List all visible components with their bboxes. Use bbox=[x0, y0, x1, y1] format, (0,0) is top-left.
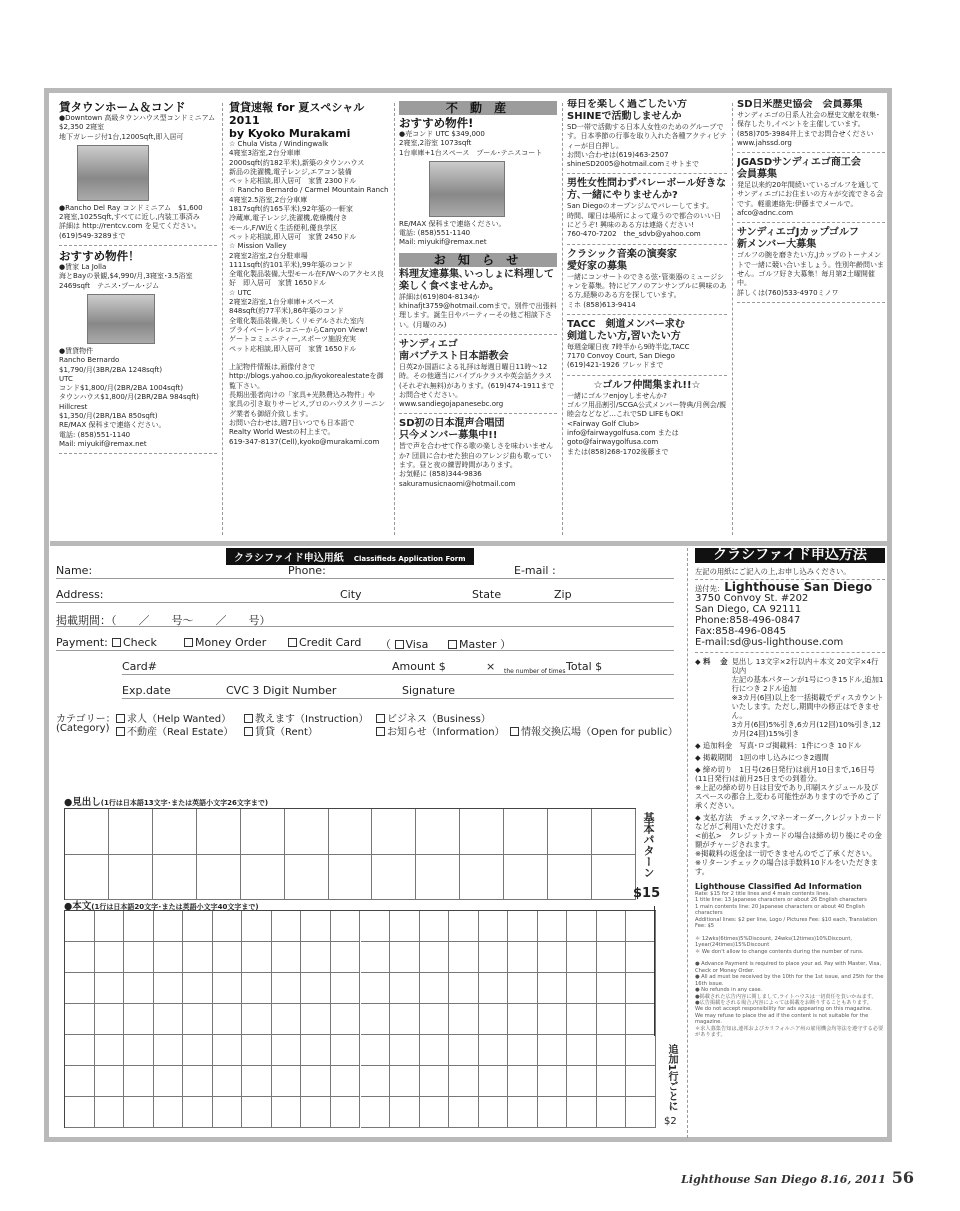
char-cell[interactable] bbox=[597, 942, 627, 973]
char-cell[interactable] bbox=[285, 809, 329, 855]
char-cell[interactable] bbox=[65, 1004, 95, 1035]
char-cell[interactable] bbox=[213, 1066, 243, 1097]
char-cell[interactable] bbox=[420, 911, 450, 942]
char-cell[interactable] bbox=[272, 973, 302, 1004]
char-cell[interactable] bbox=[449, 973, 479, 1004]
townhome-photo bbox=[77, 145, 149, 201]
ad-body: ゴルフの腕を磨きたい方,Jカップのトーナメントで一緒に競い合いましょう。性別年齢問いません。ゴルフ好き大募集！毎月第2土曜開催中。 詳しくは(760)533-4970ミノワ bbox=[737, 251, 884, 297]
char-cell[interactable] bbox=[272, 1097, 302, 1128]
char-cell[interactable] bbox=[213, 1097, 243, 1128]
visa-option[interactable]: （ Visa bbox=[380, 638, 429, 651]
char-cell[interactable] bbox=[460, 809, 504, 855]
char-cell[interactable] bbox=[390, 911, 420, 942]
ad-title: おすすめ物件！ bbox=[59, 249, 140, 264]
char-cell[interactable] bbox=[154, 1066, 184, 1097]
char-cell[interactable] bbox=[331, 942, 361, 973]
period-label: 掲載期間：（ ／ 号～ ／ 号） bbox=[56, 614, 271, 627]
body-grid[interactable] bbox=[64, 910, 656, 1128]
char-cell[interactable] bbox=[361, 942, 391, 973]
char-cell[interactable] bbox=[508, 1097, 538, 1128]
char-cell[interactable] bbox=[597, 1004, 627, 1035]
ad-title: ☆ゴルフ仲間集まれ!!☆ bbox=[593, 379, 701, 391]
char-cell[interactable] bbox=[154, 1004, 184, 1035]
char-cell[interactable] bbox=[95, 942, 125, 973]
ad-title: TACC 剣道メンバー求む 剣道したい方,習いたい方 bbox=[567, 318, 685, 342]
deadline: ◆ 締め切り 1日号(26日発行)は前月10日まで,16日号(11日発行)は前月25日までの到着分。 ※上記の締め切り日は目安であり,印刷スケジュール及びスペースの都合上,変わる可能性がありますので予めご了承ください。 bbox=[695, 765, 880, 810]
char-cell[interactable] bbox=[592, 855, 636, 901]
char-cell[interactable] bbox=[241, 855, 285, 901]
char-cell[interactable] bbox=[390, 942, 420, 973]
ad-title: おすすめ物件! bbox=[399, 116, 474, 130]
char-cell[interactable] bbox=[449, 1004, 479, 1035]
char-cell[interactable] bbox=[197, 809, 241, 855]
char-cell[interactable] bbox=[479, 1004, 509, 1035]
money-order-checkbox[interactable] bbox=[184, 638, 193, 647]
master-checkbox[interactable] bbox=[448, 640, 457, 649]
char-cell[interactable] bbox=[241, 809, 285, 855]
char-cell[interactable] bbox=[390, 1035, 420, 1066]
char-cell[interactable] bbox=[508, 973, 538, 1004]
char-cell[interactable] bbox=[154, 911, 184, 942]
char-cell[interactable] bbox=[95, 1004, 125, 1035]
run-period: ◆ 掲載期間 1回の申し込みにつき2週間 bbox=[695, 753, 829, 762]
zip-label: Zip bbox=[554, 588, 572, 601]
char-cell[interactable] bbox=[479, 1097, 509, 1128]
char-cell[interactable] bbox=[183, 1004, 213, 1035]
ad-body: 皆で声を合わせて作る歌の楽しさを味わいませんか? 団員に合わせた独自のアレンジ曲も歌っています。昼と夜の練習時間があります。 お気軽に (858)344-9836 sakuramusicnaomi@hotmail.com bbox=[399, 442, 553, 488]
char-cell[interactable] bbox=[154, 1097, 184, 1128]
ad-body: RE/MAX 保科まで連絡ください。 電話: (858)551-1140 Mail: miyukif@remax.net bbox=[399, 219, 506, 247]
char-cell[interactable] bbox=[272, 942, 302, 973]
char-cell[interactable] bbox=[567, 973, 597, 1004]
char-cell[interactable] bbox=[538, 973, 568, 1004]
char-cell[interactable] bbox=[372, 855, 416, 901]
char-cell[interactable] bbox=[154, 942, 184, 973]
section-header-real-estate: 不 動 産 bbox=[399, 101, 557, 115]
char-cell[interactable] bbox=[361, 973, 391, 1004]
char-cell[interactable] bbox=[567, 1097, 597, 1128]
char-cell[interactable] bbox=[626, 1035, 656, 1066]
city-label: City bbox=[340, 588, 362, 601]
visa-checkbox[interactable] bbox=[395, 640, 404, 649]
char-cell[interactable] bbox=[592, 809, 636, 855]
char-cell[interactable] bbox=[213, 973, 243, 1004]
category-real-estate[interactable]: 不動産（Real Estate） bbox=[116, 723, 233, 738]
char-cell[interactable] bbox=[124, 1035, 154, 1066]
email-label: E-mail : bbox=[514, 564, 556, 577]
address-label: Address: bbox=[56, 588, 104, 601]
exp-label: Exp.date bbox=[122, 684, 171, 697]
char-cell[interactable] bbox=[301, 911, 331, 942]
char-cell[interactable] bbox=[242, 1066, 272, 1097]
char-cell[interactable] bbox=[109, 809, 153, 855]
ad-title: クラシック音楽の演奏家 愛好家の募集 bbox=[567, 248, 677, 272]
headline-grid[interactable] bbox=[64, 808, 636, 900]
payment-method: ◆ 支払方法 チェック,マネーオーダー,クレジットカードなどがご利用いただけます。 <前払> クレジットカードの場合は締め切り後にその金額がチャージされます。 ※掲載料の返金は一切できませんのでご了承ください。 ※リターンチェックの場合は手数料10ドルをいただきます。 bbox=[695, 813, 882, 876]
en-info-title: Lighthouse Classified Ad Information bbox=[695, 882, 862, 891]
ad-body: SD一帯で活動する日本人女性のためのグループです。日本季節の行事を取り入れた各種アクティビティーが目白押し。 お問い合わせは(619)463-2507 shineSD2005@hotmail.comミサトまで bbox=[567, 123, 727, 169]
ad-body: ●賃家 La Jolla 海とBayの景観,$4,990/月,3寝室･3.5浴室 2469sqft テニス･プール･ジム bbox=[59, 263, 193, 290]
char-cell[interactable] bbox=[416, 855, 460, 901]
additional-price: $2 bbox=[664, 1116, 677, 1127]
category-open[interactable]: 情報交換広場（Open for public） bbox=[510, 723, 678, 738]
char-cell[interactable] bbox=[548, 855, 592, 901]
char-cell[interactable] bbox=[124, 1097, 154, 1128]
char-cell[interactable] bbox=[420, 1004, 450, 1035]
en-info-body: Rate: $15 for 2 title lines and 4 main contents lines. 1 title line: 13 Japanese characters or about 26 English characters 1 main contents line: 20 Japanese characters or about 40 English characters Additional lines: $2 per line, Logo / Pictures Fee: $10 each, Translation Fee: $5 ＊ 12wks(6times)5%Discount, 24wks(12times)10%Discount, 1year(24times)15%Discount ＊ We don't allow to change contents during the number of runs. ● Advance Payment is required to place your ad. Pay with Master, Visa, Check or Money Order. ● All ad must be received by the 10th for the 1st issue, and 25th for the 16th issue. ● No refunds in any case. ●掲載された広告内容に関しまして,ライトハウスは一切責任を負いかねます。 ●広告掲載をされる場合,内容によっては掲載をお断りすることもあります。 We do not accept responsibility for ads appearing on this magazine. We may refuse to place the ad if the content is not suitable for the magazine. ＊求人募集告知は,連邦およびカリフォルニア州の雇用機会均等法を遵守する必要があります。 bbox=[695, 891, 884, 1038]
char-cell[interactable] bbox=[626, 942, 656, 973]
total-label: Total $ bbox=[566, 660, 603, 673]
body-label: ●本文(1行は日本語20文字･または英語小文字40文字まで) bbox=[64, 901, 259, 912]
name-label: Name: bbox=[56, 564, 93, 577]
char-cell[interactable] bbox=[153, 809, 197, 855]
char-cell[interactable] bbox=[508, 942, 538, 973]
char-cell[interactable] bbox=[95, 1097, 125, 1128]
char-cell[interactable] bbox=[361, 1004, 391, 1035]
char-cell[interactable] bbox=[65, 973, 95, 1004]
instructions-title: クラシファイド申込方法 bbox=[695, 548, 885, 563]
char-cell[interactable] bbox=[109, 855, 153, 901]
column-3 bbox=[399, 99, 557, 539]
char-cell[interactable] bbox=[567, 1066, 597, 1097]
char-cell[interactable] bbox=[449, 1097, 479, 1128]
char-cell[interactable] bbox=[65, 1097, 95, 1128]
instructions-panel bbox=[695, 548, 885, 1138]
char-cell[interactable] bbox=[548, 809, 592, 855]
mailing-address: 3750 Convoy St. #202 San Diego, CA 92111 Phone:858-496-0847 Fax:858-496-0845 E-mail:sd@us-lighthouse.com bbox=[695, 593, 844, 648]
char-cell[interactable] bbox=[479, 911, 509, 942]
char-cell[interactable] bbox=[508, 1066, 538, 1097]
char-cell[interactable] bbox=[449, 1035, 479, 1066]
extra-fee: ◆ 追加料金 写真･ロゴ掲載料：1件につき 10ドル bbox=[695, 741, 862, 750]
card-label: Card# bbox=[122, 660, 157, 673]
check-option[interactable]: Check bbox=[112, 636, 157, 649]
char-cell[interactable] bbox=[416, 809, 460, 855]
char-cell[interactable] bbox=[213, 911, 243, 942]
char-cell[interactable] bbox=[538, 911, 568, 942]
char-cell[interactable] bbox=[331, 1066, 361, 1097]
ad-title: 男性女性問わずバレーボール好きな方､一緒にやりませんか? bbox=[567, 178, 726, 202]
char-cell[interactable] bbox=[242, 911, 272, 942]
char-cell[interactable] bbox=[597, 1035, 627, 1066]
char-cell[interactable] bbox=[331, 1097, 361, 1128]
char-cell[interactable] bbox=[331, 973, 361, 1004]
char-cell[interactable] bbox=[213, 1004, 243, 1035]
fee-label: ◆ 料 金 bbox=[695, 657, 728, 666]
column-5 bbox=[737, 99, 885, 539]
char-cell[interactable] bbox=[95, 1066, 125, 1097]
char-cell[interactable] bbox=[65, 809, 109, 855]
char-cell[interactable] bbox=[331, 1035, 361, 1066]
char-cell[interactable] bbox=[331, 911, 361, 942]
char-cell[interactable] bbox=[154, 1035, 184, 1066]
char-cell[interactable] bbox=[242, 1004, 272, 1035]
column-2 bbox=[229, 99, 389, 539]
credit-card-checkbox[interactable] bbox=[288, 638, 297, 647]
char-cell[interactable] bbox=[65, 1066, 95, 1097]
category-label: カテゴリー： bbox=[56, 714, 116, 725]
ad-title: 賃タウンホーム＆コンド bbox=[59, 100, 186, 114]
ad-body: 日英2か国語による礼拝は毎週日曜日11時～12時。その他適当にバイブルクラスや英会話クラス(それぞれ無料)があります。(619)474-1911までお問合せください。www.sandiegojapanesebc.org bbox=[399, 362, 555, 409]
char-cell[interactable] bbox=[420, 1097, 450, 1128]
char-cell[interactable] bbox=[390, 1004, 420, 1035]
char-cell[interactable] bbox=[538, 1035, 568, 1066]
char-cell[interactable] bbox=[272, 1066, 302, 1097]
char-cell[interactable] bbox=[538, 1097, 568, 1128]
char-cell[interactable] bbox=[183, 1066, 213, 1097]
char-cell[interactable] bbox=[504, 855, 548, 901]
ad-body: ●Rancho Del Ray コンドミニアム $1,600 2寝室,1025Sqft,すべてに近し,内装工事済み 詳細は http://rentcv.com を見てください。 (619)549-3289まで bbox=[59, 203, 203, 240]
cvc-label: CVC 3 Digit Number bbox=[226, 684, 337, 697]
ad-body: 毎週金曜日夜 7時半から9時半迄,TACC 7170 Convoy Court, San Diego (619)421-1926 フレッドまで bbox=[567, 342, 690, 370]
category-business[interactable]: ビジネス（Business） bbox=[376, 710, 491, 725]
times-note: the number of times bbox=[504, 668, 566, 675]
char-cell[interactable] bbox=[272, 1004, 302, 1035]
char-cell[interactable] bbox=[420, 1066, 450, 1097]
ad-body: ●売コンド UTC $349,000 2寝室,2浴室 1073sqft 1台車庫+1台スペース プール･テニスコート bbox=[399, 130, 543, 157]
ad-body: ☆ Chula Vista / Windingwalk 4寝室3浴室,2台分車庫 2000sqft(約182平米),新築のタウンハウス 新品の洗濯機,電子レンジ,エアコン装備 ペット応相談,即入居可 家賃 2300ドル ☆ Rancho Bernardo / Carmel Mountain Ranch 4寝室2.5浴室,2台分車庫 1817sqft(約165平米),92年築の一軒家 冷蔵庫,電子レンジ,洗濯機,乾燥機付き モール,F/W近く生活便利,優良学区 ペット応相談,即入居可 家賃 2450ドル ☆ Mission Valley 2寝室2浴室,2台分駐車場 1111sqft(約101平米),99年築のコンド 全電化製品装備,大型モール在F/Wへのアクセス良好 即入居可 家賃 1650ドル ☆ UTC 2寝室2浴室,1台分車庫+スペース 848sqft(約77平米),86年築のコンド 全電化製品装備,美しくリモデルされた室内 プライベートバルコニーからCanyon View! ゲートコミュニティー,スポーツ施設充実 ペット応相談,即入居可 家賃 1650ドル 上記物件情報は,画像付きで http://blogs.yahoo.co.jp/kyokorealestateを御覧下さい。 長期出張者向けの「家具+光熱費込み物件」や 家具の引き取りサービス,プロのハウスクリーニング業者も御紹介致します。 お問い合わせは,週7日いつでも日本語で Realty World Westの村上まで。 619-347-8137(Cell),kyoko@murakami.com bbox=[229, 140, 389, 446]
char-cell[interactable] bbox=[420, 973, 450, 1004]
char-cell[interactable] bbox=[65, 942, 95, 973]
char-cell[interactable] bbox=[626, 1097, 656, 1128]
char-cell[interactable] bbox=[242, 973, 272, 1004]
char-cell[interactable] bbox=[597, 911, 627, 942]
char-cell[interactable] bbox=[153, 855, 197, 901]
ad-title: サンディエゴJカップゴルフ 新メンバー大募集 bbox=[737, 227, 859, 251]
char-cell[interactable] bbox=[183, 942, 213, 973]
char-cell[interactable] bbox=[197, 855, 241, 901]
char-cell[interactable] bbox=[183, 1097, 213, 1128]
check-checkbox[interactable] bbox=[112, 638, 121, 647]
char-cell[interactable] bbox=[567, 1004, 597, 1035]
char-cell[interactable] bbox=[479, 973, 509, 1004]
category-information[interactable]: お知らせ（Information） bbox=[376, 723, 505, 738]
char-cell[interactable] bbox=[124, 1004, 154, 1035]
page-number: 56 bbox=[891, 1168, 914, 1187]
ad-body: 詳細は(619)804-8134かkhinafjt3759@hotmail.comまで。別件で出張料理します。誕生日やパーティーその他ご相談下さい。(月曜のみ) bbox=[399, 292, 557, 329]
period-field[interactable] bbox=[56, 626, 674, 627]
char-cell[interactable] bbox=[479, 942, 509, 973]
char-cell[interactable] bbox=[567, 942, 597, 973]
char-cell[interactable] bbox=[508, 1035, 538, 1066]
column-4 bbox=[567, 99, 727, 539]
house-photo bbox=[87, 294, 155, 344]
bracket-line bbox=[654, 906, 655, 1036]
ad-body: ●Downtown 高級タウンハウス型コンドミニアム $2,350 2寝室 地下ガレージ付1台,1200Sqft,即入居可 bbox=[59, 114, 216, 141]
char-cell[interactable] bbox=[242, 1035, 272, 1066]
name-phone-email-field[interactable] bbox=[56, 578, 674, 579]
char-cell[interactable] bbox=[361, 911, 391, 942]
char-cell[interactable] bbox=[449, 942, 479, 973]
char-cell[interactable] bbox=[626, 973, 656, 1004]
char-cell[interactable] bbox=[95, 1035, 125, 1066]
char-cell[interactable] bbox=[301, 973, 331, 1004]
char-cell[interactable] bbox=[301, 1035, 331, 1066]
ad-title: SD日米歴史協会 会員募集 bbox=[737, 99, 863, 110]
application-form bbox=[56, 548, 676, 1138]
ad-title: 料理友達募集､いっしょに料理して楽しく食べませんか｡ bbox=[399, 268, 554, 292]
category-instruction[interactable]: 教えます（Instruction） bbox=[244, 710, 369, 725]
address-field[interactable] bbox=[56, 602, 674, 603]
ad-title: SD初の日本混声合唱団 只今メンバー募集中!! bbox=[399, 418, 505, 442]
char-cell[interactable] bbox=[329, 809, 373, 855]
char-cell[interactable] bbox=[361, 1097, 391, 1128]
char-cell[interactable] bbox=[213, 942, 243, 973]
char-cell[interactable] bbox=[390, 1066, 420, 1097]
column-1 bbox=[59, 99, 217, 539]
exp-field[interactable] bbox=[122, 698, 674, 699]
listings-area bbox=[55, 99, 885, 539]
char-cell[interactable] bbox=[390, 1097, 420, 1128]
char-cell[interactable] bbox=[183, 973, 213, 1004]
char-cell[interactable] bbox=[301, 1066, 331, 1097]
char-cell[interactable] bbox=[626, 1066, 656, 1097]
headline-label: ●見出し(1行は日本語13文字･または英語小文字26文字まで) bbox=[64, 797, 269, 808]
ad-body: ●賃貸物件 Rancho Bernardo $1,790/月(3BR/2BA 1248sqft) UTC コンド$1,800/月(2BR/2BA 1004sqft) タウンハウス$1,800/月(2BR/2BA 984sqft) Hillcrest $1,350/月(2BR/1BA 850sqft) RE/MAX 保科まで連絡ください。 電話: (858)551-1140 Mail: miyukif@remax.net bbox=[59, 346, 199, 448]
char-cell[interactable] bbox=[420, 1035, 450, 1066]
ad-body: サンディエゴの日系人社会の歴史文献を収集･保存したり,イベントを主催しています。 (858)705-3984井上までお問合せください www.jahssd.org bbox=[737, 111, 880, 147]
send-to: 送付先：Lighthouse San Diego bbox=[695, 580, 873, 594]
char-cell[interactable] bbox=[597, 1066, 627, 1097]
signature-label: Signature bbox=[402, 684, 456, 697]
ad-body: San Diegoのオープンジムでバレーしてます。 時間、曜日は場所によって違うので都合のいい日にどうぞ! 興味のある方は連絡ください! 760-470-7202 the_sdvb@yahoo.com bbox=[567, 202, 721, 239]
char-cell[interactable] bbox=[213, 1035, 243, 1066]
char-cell[interactable] bbox=[124, 973, 154, 1004]
char-cell[interactable] bbox=[329, 855, 373, 901]
char-cell[interactable] bbox=[154, 973, 184, 1004]
char-cell[interactable] bbox=[626, 911, 656, 942]
char-cell[interactable] bbox=[449, 1066, 479, 1097]
char-cell[interactable] bbox=[567, 1035, 597, 1066]
char-cell[interactable] bbox=[242, 1097, 272, 1128]
char-cell[interactable] bbox=[504, 809, 548, 855]
char-cell[interactable] bbox=[508, 1004, 538, 1035]
char-cell[interactable] bbox=[479, 1035, 509, 1066]
char-cell[interactable] bbox=[626, 1004, 656, 1035]
char-cell[interactable] bbox=[301, 1097, 331, 1128]
char-cell[interactable] bbox=[538, 942, 568, 973]
ad-body: 一緒にゴルフenjoyしませんか? ゴルフ用品割引/SCGA公式メンバー特典/月例会/親睦会などなど…これでSD LIFEもOK! <Fairway Golf Club> info@fairwaygolfusa.com または goto@fairwaygolfusa.com または(858)268-1702後藤まで bbox=[567, 391, 727, 456]
char-cell[interactable] bbox=[183, 911, 213, 942]
category-rent[interactable]: 賃貸（Rent） bbox=[244, 723, 318, 738]
base-pattern-label: 基本パターン bbox=[642, 812, 655, 878]
char-cell[interactable] bbox=[183, 1035, 213, 1066]
page-footer: Lighthouse San Diego 8.16, 2011 56 bbox=[681, 1168, 914, 1187]
char-cell[interactable] bbox=[124, 1066, 154, 1097]
category-help-wanted[interactable]: 求人（Help Wanted） bbox=[116, 710, 231, 725]
char-cell[interactable] bbox=[361, 1035, 391, 1066]
char-cell[interactable] bbox=[538, 1066, 568, 1097]
char-cell[interactable] bbox=[272, 911, 302, 942]
amount-label: Amount $ bbox=[392, 660, 446, 673]
fee-text: 見出し 13文字×2行以内＋本文 20文字×4行以内 左記の基本パターンが1号につき15ドル,追加1行につき 2ドル追加 ※3カ月(6回)以上を一括掲載でディスカウントいたします。ただし,期間中の修正はできません。 3カ月(6回)5%引き,6カ月(12回)10%引き,12カ月(24回)15%引き bbox=[731, 657, 884, 738]
char-cell[interactable] bbox=[508, 911, 538, 942]
form-title: クラシファイド申込用紙 Classifieds Application Form bbox=[226, 548, 474, 565]
char-cell[interactable] bbox=[65, 855, 109, 901]
payment-label: Payment: bbox=[56, 636, 108, 649]
char-cell[interactable] bbox=[538, 1004, 568, 1035]
char-cell[interactable] bbox=[285, 855, 329, 901]
ad-body: 発足以来約20年間続いているゴルフを通してサンディエゴにお住まいの方々が交流できる会です。軽重連絡先:伊藤までメールで。 afco@adnc.com bbox=[737, 181, 884, 218]
state-label: State bbox=[472, 588, 502, 601]
char-cell[interactable] bbox=[390, 973, 420, 1004]
ad-title: サンディエゴ 南バプテスト日本語教会 bbox=[399, 338, 509, 362]
char-cell[interactable] bbox=[95, 973, 125, 1004]
instructions-intro: 左記の用紙にご記入の上,お申し込みください。 bbox=[695, 567, 851, 576]
card-field[interactable] bbox=[122, 674, 674, 675]
char-cell[interactable] bbox=[65, 911, 95, 942]
char-cell[interactable] bbox=[479, 1066, 509, 1097]
char-cell[interactable] bbox=[420, 942, 450, 973]
char-cell[interactable] bbox=[272, 1035, 302, 1066]
category-label-en: (Category) bbox=[56, 723, 110, 734]
char-cell[interactable] bbox=[301, 942, 331, 973]
char-cell[interactable] bbox=[372, 809, 416, 855]
char-cell[interactable] bbox=[65, 1035, 95, 1066]
phone-label: Phone: bbox=[288, 564, 326, 577]
ad-title: JGASDサンディエゴ商工会 会員募集 bbox=[737, 157, 861, 181]
char-cell[interactable] bbox=[449, 911, 479, 942]
ad-body: 一緒にコンサートのできる弦･管楽器のミュージシャンを募集。特にピアノのアンサンブルに興味のある方,経験のある方を探しています。 ミホ (858)613-9414 bbox=[567, 272, 727, 309]
char-cell[interactable] bbox=[567, 911, 597, 942]
char-cell[interactable] bbox=[460, 855, 504, 901]
ad-title: 毎日を楽しく過ごしたい方 SHINEで活動しませんか bbox=[567, 99, 687, 122]
base-price: $15 bbox=[633, 886, 661, 901]
additional-line-label: 追加1行ごとに bbox=[666, 1044, 677, 1111]
section-header-notices: お 知 ら せ bbox=[399, 253, 557, 267]
char-cell[interactable] bbox=[331, 1004, 361, 1035]
char-cell[interactable] bbox=[361, 1066, 391, 1097]
char-cell[interactable] bbox=[124, 942, 154, 973]
credit-card-option[interactable]: Credit Card bbox=[288, 636, 361, 649]
char-cell[interactable] bbox=[597, 1097, 627, 1128]
char-cell[interactable] bbox=[301, 1004, 331, 1035]
ad-title: 賃貸速報 for 夏スペシャル 2011 by Kyoko Murakami bbox=[229, 101, 365, 140]
times-sign: × bbox=[486, 660, 496, 673]
master-option[interactable]: Master ） bbox=[448, 636, 511, 652]
condo-photo bbox=[429, 161, 505, 217]
char-cell[interactable] bbox=[242, 942, 272, 973]
char-cell[interactable] bbox=[597, 973, 627, 1004]
money-order-option[interactable]: Money Order bbox=[184, 636, 266, 649]
char-cell[interactable] bbox=[95, 911, 125, 942]
char-cell[interactable] bbox=[124, 911, 154, 942]
